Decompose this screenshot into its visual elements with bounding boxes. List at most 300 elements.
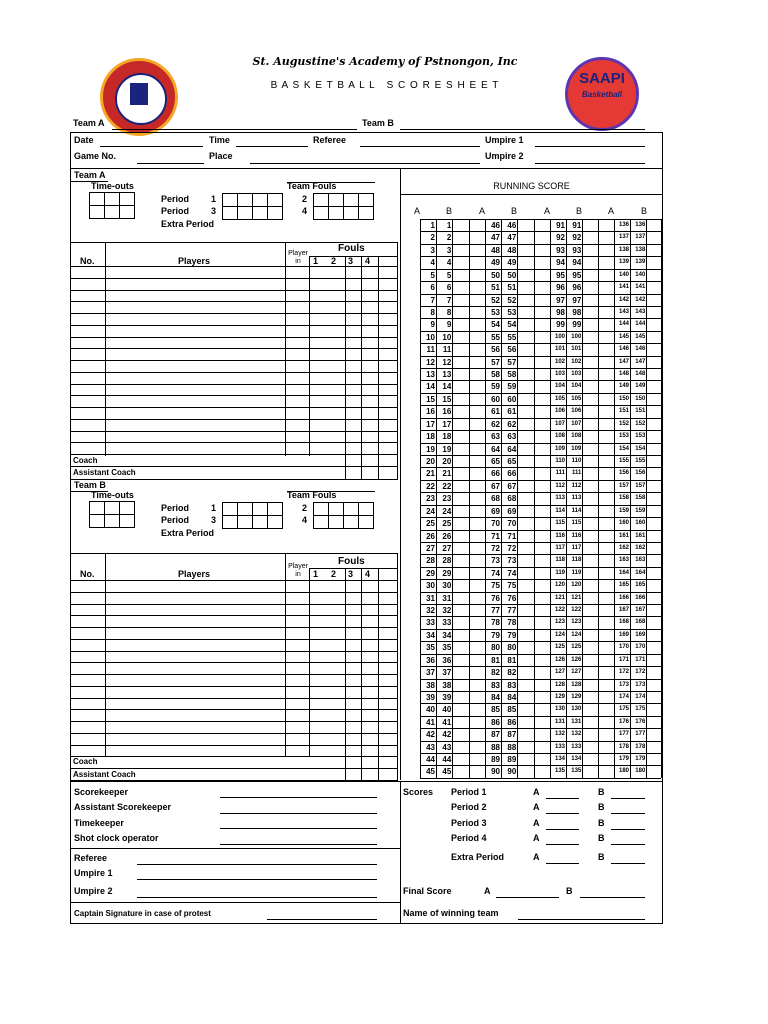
running-score-b-number[interactable]: 172 bbox=[635, 669, 646, 676]
running-score-a-number[interactable]: 37 bbox=[426, 668, 435, 678]
period-score-a-input[interactable] bbox=[546, 844, 579, 845]
running-score-b-number[interactable]: 54 bbox=[507, 320, 517, 330]
running-score-a-number[interactable]: 138 bbox=[618, 246, 629, 253]
running-score-b-number[interactable]: 51 bbox=[507, 283, 517, 293]
running-score-b-number[interactable]: 100 bbox=[571, 333, 582, 340]
running-score-a-number[interactable]: 11 bbox=[426, 345, 435, 355]
team-b-timeout-boxes[interactable] bbox=[89, 501, 135, 528]
running-score-b-number[interactable]: 94 bbox=[572, 258, 582, 268]
running-score-b-number[interactable]: 102 bbox=[571, 358, 582, 365]
running-score-b-number[interactable]: 23 bbox=[442, 494, 452, 504]
running-score-a-number[interactable]: 167 bbox=[618, 607, 629, 614]
running-score-a-number[interactable]: 77 bbox=[491, 606, 500, 616]
running-score-b-number[interactable]: 87 bbox=[507, 730, 517, 740]
running-score-b-number[interactable]: 14 bbox=[442, 382, 452, 392]
running-score-b-number[interactable]: 120 bbox=[571, 582, 582, 589]
running-score-a-number[interactable]: 9 bbox=[430, 320, 435, 330]
running-score-a-number[interactable]: 135 bbox=[554, 768, 565, 775]
running-score-a-number[interactable]: 39 bbox=[426, 692, 435, 702]
running-score-b-number[interactable]: 134 bbox=[571, 756, 582, 763]
running-score-b-number[interactable]: 179 bbox=[635, 756, 646, 763]
running-score-a-number[interactable]: 172 bbox=[618, 669, 629, 676]
running-score-b-number[interactable]: 168 bbox=[635, 619, 646, 626]
running-score-b-number[interactable]: 65 bbox=[507, 456, 517, 466]
running-score-a-number[interactable]: 96 bbox=[556, 283, 565, 293]
running-score-a-number[interactable]: 56 bbox=[491, 345, 500, 355]
period-score-b-input[interactable] bbox=[611, 829, 645, 830]
running-score-b-number[interactable]: 145 bbox=[635, 333, 646, 340]
running-score-a-number[interactable]: 123 bbox=[554, 619, 565, 626]
running-score-b-number[interactable]: 69 bbox=[507, 506, 517, 516]
running-score-a-number[interactable]: 162 bbox=[618, 544, 629, 551]
running-score-b-number[interactable]: 44 bbox=[442, 755, 452, 765]
running-score-a-number[interactable]: 47 bbox=[491, 233, 500, 243]
running-score-b-number[interactable]: 63 bbox=[507, 432, 517, 442]
running-score-a-number[interactable]: 144 bbox=[618, 321, 629, 328]
running-score-b-number[interactable]: 129 bbox=[571, 693, 582, 700]
running-score-b-number[interactable]: 153 bbox=[635, 433, 646, 440]
running-score-a-number[interactable]: 54 bbox=[491, 320, 500, 330]
running-score-b-number[interactable]: 109 bbox=[571, 445, 582, 452]
running-score-a-number[interactable]: 143 bbox=[618, 308, 629, 315]
running-score-b-number[interactable]: 99 bbox=[572, 320, 582, 330]
running-score-b-number[interactable]: 9 bbox=[446, 320, 452, 330]
running-score-a-number[interactable]: 157 bbox=[618, 482, 629, 489]
running-score-a-number[interactable]: 164 bbox=[618, 569, 629, 576]
running-score-b-number[interactable]: 125 bbox=[571, 644, 582, 651]
running-score-b-number[interactable]: 6 bbox=[446, 283, 452, 293]
team-b-fouls-p1-p3[interactable] bbox=[222, 502, 283, 529]
running-score-a-number[interactable]: 149 bbox=[618, 383, 629, 390]
running-score-a-number[interactable]: 168 bbox=[618, 619, 629, 626]
running-score-b-number[interactable]: 164 bbox=[635, 569, 646, 576]
running-score-b-number[interactable]: 17 bbox=[442, 419, 452, 429]
period-score-a-input[interactable] bbox=[546, 798, 579, 799]
running-score-a-number[interactable]: 75 bbox=[491, 581, 500, 591]
running-score-a-number[interactable]: 158 bbox=[618, 495, 629, 502]
running-score-b-number[interactable]: 98 bbox=[572, 307, 582, 317]
running-score-a-number[interactable]: 69 bbox=[491, 506, 500, 516]
running-score-b-number[interactable]: 4 bbox=[446, 258, 452, 268]
running-score-a-number[interactable]: 55 bbox=[491, 332, 500, 342]
running-score-a-number[interactable]: 93 bbox=[556, 245, 565, 255]
running-score-b-number[interactable]: 43 bbox=[442, 742, 452, 752]
running-score-a-number[interactable]: 63 bbox=[491, 432, 500, 442]
running-score-a-number[interactable]: 52 bbox=[491, 295, 500, 305]
running-score-b-number[interactable]: 8 bbox=[446, 307, 452, 317]
running-score-a-number[interactable]: 28 bbox=[426, 556, 435, 566]
running-score-a-number[interactable]: 101 bbox=[554, 346, 565, 353]
running-score-b-number[interactable]: 82 bbox=[507, 668, 517, 678]
running-score-b-number[interactable]: 143 bbox=[635, 308, 646, 315]
running-score-b-number[interactable]: 113 bbox=[571, 495, 582, 502]
running-score-a-number[interactable]: 89 bbox=[491, 755, 500, 765]
umpire2-bottom-input[interactable] bbox=[137, 897, 377, 898]
running-score-b-number[interactable]: 161 bbox=[635, 532, 646, 539]
team-a-fouls-p2-p4[interactable] bbox=[313, 193, 374, 220]
running-score-a-number[interactable]: 97 bbox=[556, 295, 565, 305]
running-score-a-number[interactable]: 125 bbox=[554, 644, 565, 651]
running-score-b-number[interactable]: 127 bbox=[571, 669, 582, 676]
team-a-timeout-boxes[interactable] bbox=[89, 192, 135, 219]
running-score-b-number[interactable]: 21 bbox=[442, 469, 452, 479]
running-score-a-number[interactable]: 107 bbox=[554, 420, 565, 427]
running-score-a-number[interactable]: 130 bbox=[554, 706, 565, 713]
running-score-b-number[interactable]: 37 bbox=[442, 668, 452, 678]
running-score-a-number[interactable]: 169 bbox=[618, 631, 629, 638]
running-score-b-number[interactable]: 67 bbox=[507, 481, 517, 491]
running-score-b-number[interactable]: 138 bbox=[635, 246, 646, 253]
running-score-a-number[interactable]: 83 bbox=[491, 680, 500, 690]
running-score-b-number[interactable]: 157 bbox=[635, 482, 646, 489]
running-score-a-number[interactable]: 5 bbox=[430, 270, 435, 280]
running-score-b-number[interactable]: 119 bbox=[571, 569, 582, 576]
running-score-b-number[interactable]: 152 bbox=[635, 420, 646, 427]
running-score-b-number[interactable]: 53 bbox=[507, 307, 517, 317]
running-score-b-number[interactable]: 147 bbox=[635, 358, 646, 365]
running-score-b-number[interactable]: 90 bbox=[507, 767, 517, 777]
running-score-b-number[interactable]: 107 bbox=[571, 420, 582, 427]
running-score-a-number[interactable]: 112 bbox=[555, 482, 565, 489]
running-score-a-number[interactable]: 156 bbox=[618, 470, 629, 477]
running-score-a-number[interactable]: 43 bbox=[426, 742, 435, 752]
winning-team-input[interactable] bbox=[518, 919, 645, 920]
running-score-a-number[interactable]: 111 bbox=[555, 470, 565, 477]
running-score-b-number[interactable]: 160 bbox=[635, 520, 646, 527]
running-score-a-number[interactable]: 170 bbox=[618, 644, 629, 651]
running-score-a-number[interactable]: 68 bbox=[491, 494, 500, 504]
running-score-b-number[interactable]: 130 bbox=[571, 706, 582, 713]
running-score-a-number[interactable]: 159 bbox=[618, 507, 629, 514]
running-score-b-number[interactable]: 141 bbox=[635, 284, 646, 291]
running-score-a-number[interactable]: 178 bbox=[618, 743, 629, 750]
running-score-a-number[interactable]: 128 bbox=[554, 681, 565, 688]
running-score-b-number[interactable]: 155 bbox=[635, 457, 646, 464]
running-score-b-number[interactable]: 80 bbox=[507, 643, 517, 653]
running-score-b-number[interactable]: 84 bbox=[507, 692, 517, 702]
running-score-a-number[interactable]: 177 bbox=[618, 731, 629, 738]
umpire2-top-input[interactable] bbox=[535, 163, 645, 164]
running-score-a-number[interactable]: 103 bbox=[554, 371, 565, 378]
running-score-b-number[interactable]: 131 bbox=[571, 718, 582, 725]
period-score-b-input[interactable] bbox=[611, 798, 645, 799]
running-score-a-number[interactable]: 151 bbox=[618, 408, 629, 415]
running-score-a-number[interactable]: 85 bbox=[491, 705, 500, 715]
running-score-b-number[interactable]: 29 bbox=[442, 568, 452, 578]
running-score-b-number[interactable]: 144 bbox=[635, 321, 646, 328]
running-score-b-number[interactable]: 128 bbox=[571, 681, 582, 688]
running-score-b-number[interactable]: 12 bbox=[442, 357, 452, 367]
running-score-b-number[interactable]: 169 bbox=[635, 631, 646, 638]
running-score-b-number[interactable]: 38 bbox=[442, 680, 452, 690]
running-score-a-number[interactable]: 62 bbox=[491, 419, 500, 429]
running-score-b-number[interactable]: 68 bbox=[507, 494, 517, 504]
period-score-b-input[interactable] bbox=[611, 863, 645, 864]
running-score-a-number[interactable]: 20 bbox=[426, 456, 435, 466]
running-score-a-number[interactable]: 102 bbox=[554, 358, 565, 365]
running-score-a-number[interactable]: 19 bbox=[426, 444, 435, 454]
running-score-a-number[interactable]: 175 bbox=[618, 706, 629, 713]
running-score-a-number[interactable]: 142 bbox=[618, 296, 629, 303]
running-score-a-number[interactable]: 126 bbox=[554, 656, 565, 663]
running-score-a-number[interactable]: 33 bbox=[426, 618, 435, 628]
running-score-a-number[interactable]: 90 bbox=[491, 767, 500, 777]
running-score-a-number[interactable]: 80 bbox=[491, 643, 500, 653]
running-score-a-number[interactable]: 16 bbox=[426, 407, 435, 417]
team-a-input[interactable] bbox=[112, 129, 357, 130]
team-b-input[interactable] bbox=[400, 129, 645, 130]
running-score-a-number[interactable]: 76 bbox=[491, 593, 500, 603]
running-score-b-number[interactable]: 75 bbox=[507, 581, 517, 591]
running-score-a-number[interactable]: 65 bbox=[491, 456, 500, 466]
running-score-b-number[interactable]: 89 bbox=[507, 755, 517, 765]
running-score-a-number[interactable]: 14 bbox=[426, 382, 435, 392]
running-score-a-number[interactable]: 114 bbox=[555, 507, 565, 514]
running-score-a-number[interactable]: 53 bbox=[491, 307, 500, 317]
running-score-a-number[interactable]: 2 bbox=[430, 233, 435, 243]
running-score-a-number[interactable]: 79 bbox=[491, 630, 500, 640]
running-score-b-number[interactable]: 176 bbox=[635, 718, 646, 725]
running-score-b-number[interactable]: 103 bbox=[571, 371, 582, 378]
running-score-a-number[interactable]: 73 bbox=[491, 556, 500, 566]
running-score-a-number[interactable]: 23 bbox=[426, 494, 435, 504]
running-score-b-number[interactable]: 148 bbox=[635, 371, 646, 378]
running-score-a-number[interactable]: 42 bbox=[426, 730, 435, 740]
running-score-a-number[interactable]: 166 bbox=[618, 594, 629, 601]
running-score-b-number[interactable]: 20 bbox=[442, 456, 452, 466]
referee-top-input[interactable] bbox=[360, 146, 480, 147]
running-score-b-number[interactable]: 13 bbox=[442, 370, 452, 380]
running-score-a-number[interactable]: 160 bbox=[618, 520, 629, 527]
timekeeper-input[interactable] bbox=[220, 828, 377, 829]
running-score-b-number[interactable]: 72 bbox=[507, 543, 517, 553]
running-score-a-number[interactable]: 129 bbox=[554, 693, 565, 700]
running-score-a-number[interactable]: 58 bbox=[491, 370, 500, 380]
running-score-b-number[interactable]: 42 bbox=[442, 730, 452, 740]
running-score-b-number[interactable]: 48 bbox=[507, 245, 517, 255]
running-score-b-number[interactable]: 97 bbox=[572, 295, 582, 305]
running-score-a-number[interactable]: 46 bbox=[491, 221, 500, 230]
running-score-b-number[interactable]: 3 bbox=[446, 245, 452, 255]
running-score-b-number[interactable]: 111 bbox=[571, 470, 582, 477]
running-score-a-number[interactable]: 10 bbox=[426, 332, 435, 342]
running-score-b-number[interactable]: 33 bbox=[442, 618, 452, 628]
running-score-a-number[interactable]: 31 bbox=[426, 593, 435, 603]
running-score-a-number[interactable]: 66 bbox=[491, 469, 500, 479]
running-score-a-number[interactable]: 121 bbox=[554, 594, 565, 601]
running-score-a-number[interactable]: 106 bbox=[554, 408, 565, 415]
running-score-a-number[interactable]: 8 bbox=[430, 307, 435, 317]
period-score-b-input[interactable] bbox=[611, 813, 645, 814]
running-score-a-number[interactable]: 141 bbox=[618, 284, 629, 291]
running-score-a-number[interactable]: 1 bbox=[430, 221, 435, 230]
running-score-a-number[interactable]: 173 bbox=[618, 681, 629, 688]
place-input[interactable] bbox=[250, 163, 480, 164]
running-score-b-number[interactable]: 36 bbox=[442, 655, 452, 665]
running-score-a-number[interactable]: 29 bbox=[426, 568, 435, 578]
running-score-b-number[interactable]: 39 bbox=[442, 692, 452, 702]
running-score-b-number[interactable]: 61 bbox=[507, 407, 517, 417]
running-score-a-number[interactable]: 25 bbox=[426, 519, 435, 529]
team-b-fouls-p2-p4[interactable] bbox=[313, 502, 374, 529]
running-score-b-number[interactable]: 64 bbox=[507, 444, 517, 454]
running-score-a-number[interactable]: 82 bbox=[491, 668, 500, 678]
running-score-b-number[interactable]: 150 bbox=[635, 395, 646, 402]
captain-signature-input[interactable] bbox=[267, 919, 377, 920]
running-score-a-number[interactable]: 119 bbox=[555, 569, 565, 576]
running-score-b-number[interactable]: 93 bbox=[572, 245, 582, 255]
running-score-a-number[interactable]: 139 bbox=[618, 259, 629, 266]
running-score-a-number[interactable]: 7 bbox=[430, 295, 435, 305]
running-score-a-number[interactable]: 145 bbox=[618, 333, 629, 340]
running-score-a-number[interactable]: 153 bbox=[618, 433, 629, 440]
running-score-a-number[interactable]: 22 bbox=[426, 481, 435, 491]
running-score-b-number[interactable]: 146 bbox=[635, 346, 646, 353]
running-score-b-number[interactable]: 35 bbox=[442, 643, 452, 653]
running-score-a-number[interactable]: 3 bbox=[430, 245, 435, 255]
running-score-b-number[interactable]: 110 bbox=[571, 457, 582, 464]
running-score-b-number[interactable]: 52 bbox=[507, 295, 517, 305]
running-score-b-number[interactable]: 58 bbox=[507, 370, 517, 380]
time-input[interactable] bbox=[236, 146, 308, 147]
running-score-b-number[interactable]: 49 bbox=[507, 258, 517, 268]
running-score-b-number[interactable]: 106 bbox=[571, 408, 582, 415]
running-score-b-number[interactable]: 28 bbox=[442, 556, 452, 566]
running-score-a-number[interactable]: 131 bbox=[554, 718, 565, 725]
running-score-b-number[interactable]: 175 bbox=[635, 706, 646, 713]
running-score-a-number[interactable]: 124 bbox=[554, 631, 565, 638]
running-score-b-number[interactable]: 55 bbox=[507, 332, 517, 342]
running-score-b-number[interactable]: 27 bbox=[442, 543, 452, 553]
running-score-b-number[interactable]: 24 bbox=[442, 506, 452, 516]
running-score-b-number[interactable]: 92 bbox=[572, 233, 582, 243]
running-score-b-number[interactable]: 25 bbox=[442, 519, 452, 529]
running-score-a-number[interactable]: 174 bbox=[618, 693, 629, 700]
running-score-b-number[interactable]: 73 bbox=[507, 556, 517, 566]
final-score-b-input[interactable] bbox=[580, 897, 645, 898]
referee-bottom-input[interactable] bbox=[137, 864, 377, 865]
running-score-b-number[interactable]: 91 bbox=[572, 221, 582, 230]
running-score-b-number[interactable]: 121 bbox=[571, 594, 582, 601]
running-score-a-number[interactable]: 137 bbox=[618, 234, 629, 241]
running-score-b-number[interactable]: 34 bbox=[442, 630, 452, 640]
running-score-b-number[interactable]: 16 bbox=[442, 407, 452, 417]
running-score-b-number[interactable]: 165 bbox=[635, 582, 646, 589]
running-score-a-number[interactable]: 13 bbox=[426, 370, 435, 380]
running-score-b-number[interactable]: 10 bbox=[442, 332, 452, 342]
running-score-a-number[interactable]: 59 bbox=[491, 382, 500, 392]
running-score-a-number[interactable]: 180 bbox=[618, 768, 629, 775]
running-score-a-number[interactable]: 84 bbox=[491, 692, 500, 702]
running-score-b-number[interactable]: 142 bbox=[635, 296, 646, 303]
running-score-b-number[interactable]: 85 bbox=[507, 705, 517, 715]
running-score-a-number[interactable]: 26 bbox=[426, 531, 435, 541]
shot-clock-operator-input[interactable] bbox=[220, 844, 377, 845]
running-score-a-number[interactable]: 24 bbox=[426, 506, 435, 516]
running-score-a-number[interactable]: 179 bbox=[618, 756, 629, 763]
running-score-b-number[interactable]: 40 bbox=[442, 705, 452, 715]
running-score-a-number[interactable]: 117 bbox=[555, 544, 565, 551]
running-score-b-number[interactable]: 56 bbox=[507, 345, 517, 355]
running-score-a-number[interactable]: 18 bbox=[426, 432, 435, 442]
running-score-b-number[interactable]: 163 bbox=[635, 557, 646, 564]
running-score-b-number[interactable]: 132 bbox=[571, 731, 582, 738]
running-score-b-number[interactable]: 83 bbox=[507, 680, 517, 690]
running-score-a-number[interactable]: 67 bbox=[491, 481, 500, 491]
running-score-a-number[interactable]: 6 bbox=[430, 283, 435, 293]
running-score-a-number[interactable]: 38 bbox=[426, 680, 435, 690]
running-score-a-number[interactable]: 86 bbox=[491, 717, 500, 727]
running-score-b-number[interactable]: 5 bbox=[446, 270, 452, 280]
running-score-a-number[interactable]: 64 bbox=[491, 444, 500, 454]
running-score-b-number[interactable]: 180 bbox=[635, 768, 646, 775]
running-score-b-number[interactable]: 22 bbox=[442, 481, 452, 491]
running-score-a-number[interactable]: 133 bbox=[554, 743, 565, 750]
running-score-b-number[interactable]: 158 bbox=[635, 495, 646, 502]
running-score-b-number[interactable]: 108 bbox=[571, 433, 582, 440]
running-score-b-number[interactable]: 137 bbox=[635, 234, 646, 241]
running-score-a-number[interactable]: 147 bbox=[618, 358, 629, 365]
running-score-a-number[interactable]: 40 bbox=[426, 705, 435, 715]
running-score-b-number[interactable]: 149 bbox=[635, 383, 646, 390]
umpire1-bottom-input[interactable] bbox=[137, 879, 377, 880]
running-score-b-number[interactable]: 18 bbox=[442, 432, 452, 442]
running-score-a-number[interactable]: 81 bbox=[491, 655, 500, 665]
running-score-a-number[interactable]: 27 bbox=[426, 543, 435, 553]
running-score-a-number[interactable]: 49 bbox=[491, 258, 500, 268]
running-score-b-number[interactable]: 116 bbox=[571, 532, 582, 539]
running-score-a-number[interactable]: 140 bbox=[618, 271, 629, 278]
running-score-a-number[interactable]: 4 bbox=[430, 258, 435, 268]
running-score-a-number[interactable]: 132 bbox=[554, 731, 565, 738]
running-score-a-number[interactable]: 15 bbox=[426, 394, 435, 404]
running-score-b-number[interactable]: 122 bbox=[571, 607, 582, 614]
period-score-a-input[interactable] bbox=[546, 863, 579, 864]
running-score-a-number[interactable]: 30 bbox=[426, 581, 435, 591]
running-score-a-number[interactable]: 35 bbox=[426, 643, 435, 653]
running-score-a-number[interactable]: 108 bbox=[554, 433, 565, 440]
running-score-b-number[interactable]: 15 bbox=[442, 394, 452, 404]
running-score-a-number[interactable]: 120 bbox=[554, 582, 565, 589]
running-score-b-number[interactable]: 59 bbox=[507, 382, 517, 392]
running-score-b-number[interactable]: 114 bbox=[571, 507, 582, 514]
running-score-b-number[interactable]: 74 bbox=[507, 568, 517, 578]
running-score-a-number[interactable]: 17 bbox=[426, 419, 435, 429]
running-score-b-number[interactable]: 140 bbox=[635, 271, 646, 278]
running-score-a-number[interactable]: 12 bbox=[426, 357, 435, 367]
running-score-a-number[interactable]: 91 bbox=[556, 221, 565, 230]
running-score-b-number[interactable]: 115 bbox=[571, 520, 582, 527]
running-score-b-number[interactable]: 178 bbox=[635, 743, 646, 750]
running-score-a-number[interactable]: 150 bbox=[618, 395, 629, 402]
running-score-a-number[interactable]: 105 bbox=[554, 395, 565, 402]
running-score-b-number[interactable]: 32 bbox=[442, 606, 452, 616]
period-score-a-input[interactable] bbox=[546, 813, 579, 814]
running-score-a-number[interactable]: 98 bbox=[556, 307, 565, 317]
running-score-a-number[interactable]: 92 bbox=[556, 233, 565, 243]
running-score-a-number[interactable]: 116 bbox=[555, 532, 565, 539]
running-score-a-number[interactable]: 136 bbox=[618, 222, 629, 228]
running-score-a-number[interactable]: 127 bbox=[554, 669, 565, 676]
running-score-a-number[interactable]: 51 bbox=[491, 283, 500, 293]
running-score-a-number[interactable]: 163 bbox=[618, 557, 629, 564]
running-score-b-number[interactable]: 118 bbox=[571, 557, 582, 564]
running-score-a-number[interactable]: 118 bbox=[555, 557, 565, 564]
running-score-a-number[interactable]: 44 bbox=[426, 755, 435, 765]
running-score-b-number[interactable]: 139 bbox=[635, 259, 646, 266]
running-score-a-number[interactable]: 148 bbox=[618, 371, 629, 378]
running-score-b-number[interactable]: 123 bbox=[571, 619, 582, 626]
